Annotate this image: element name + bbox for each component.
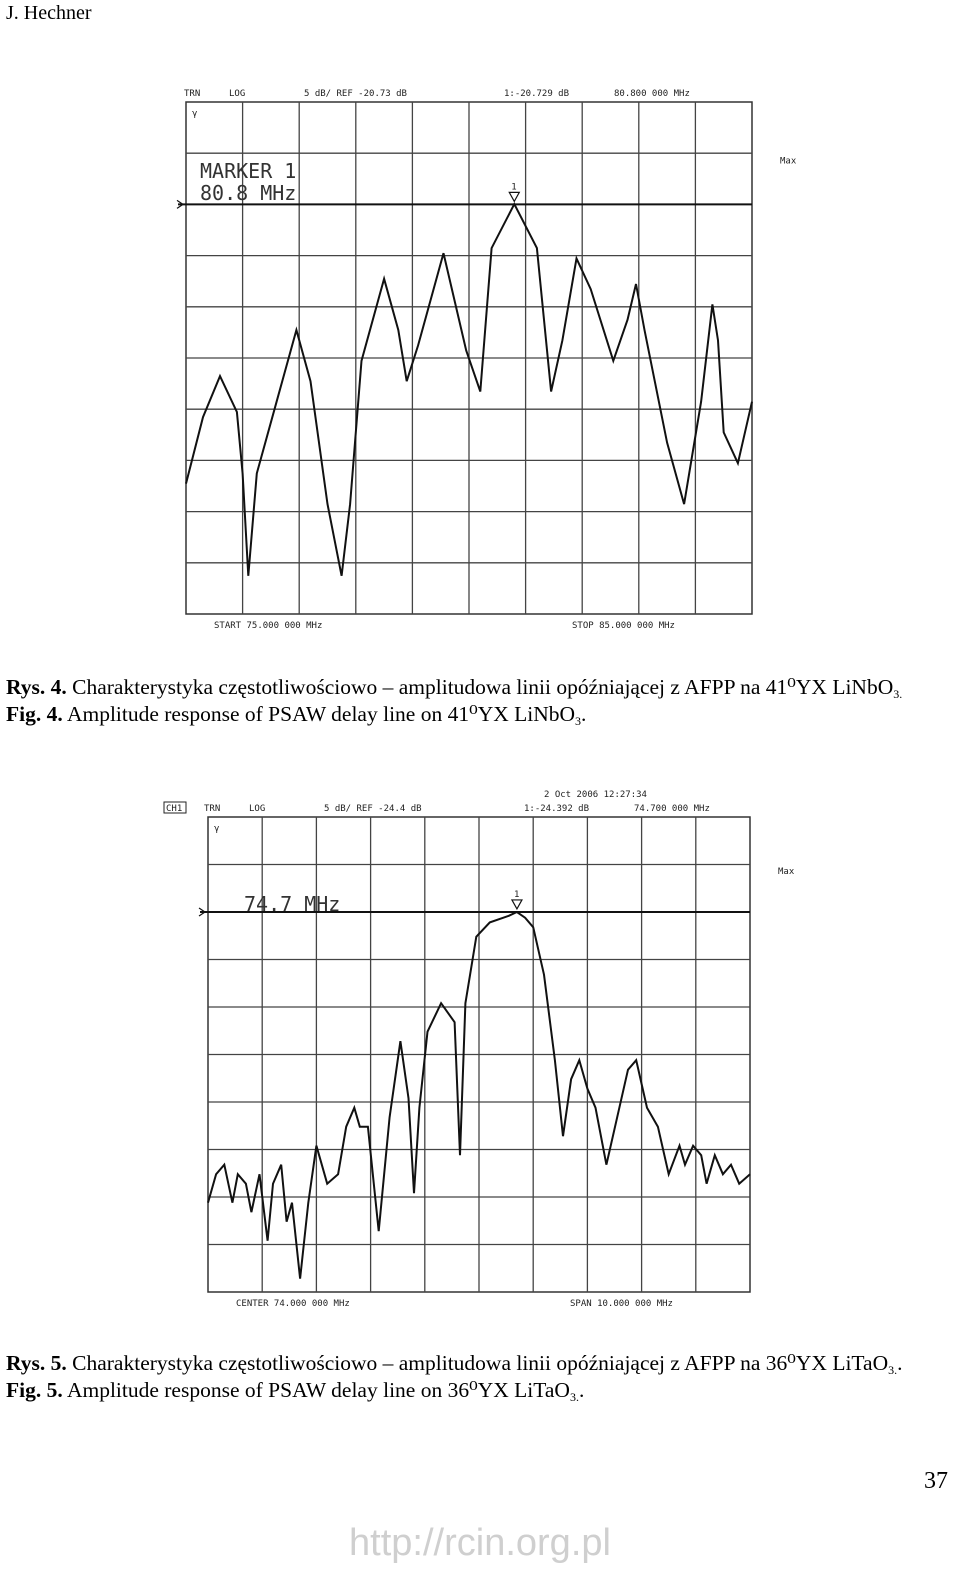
marker-number: 1 xyxy=(511,182,517,193)
marker-triangle-icon xyxy=(509,192,519,201)
marker-box-line1: MARKER 1 xyxy=(200,159,297,183)
marker-box-line1: 74.7 MHz xyxy=(244,892,341,916)
scale-ref-label: 5 dB/ REF -24.4 dB xyxy=(324,804,422,814)
stop-span-label: STOP 85.000 000 MHz xyxy=(572,621,675,631)
marker-number: 1 xyxy=(513,889,520,900)
caption-label: Fig. 5. xyxy=(6,1378,63,1402)
scale-ref-label: 5 dB/ REF -20.73 dB xyxy=(304,89,407,99)
figure-5-plot xyxy=(0,780,960,1340)
caption-en-line xyxy=(6,1377,956,1404)
caption-text-en: Amplitude response of PSAW delay line on 36⁰YX LiTaO xyxy=(66,1378,570,1402)
caption-text-pl: Charakterystyka częstotliwościowo – amplitudowa linii opóźniającej z AFPP na 36⁰YX LiTaO xyxy=(72,1351,889,1375)
figure-4-caption xyxy=(6,674,956,728)
caption-pl-line xyxy=(6,1350,956,1377)
caption-subscript: 3 xyxy=(575,714,582,728)
marker-readout: 1:-24.392 dB xyxy=(524,804,590,814)
caption-label: Fig. 4. xyxy=(6,702,63,726)
caption-subscript: 3. xyxy=(888,1363,898,1377)
marker-readout: 1:-20.729 dB xyxy=(504,89,570,99)
max-label: Max xyxy=(780,156,797,167)
caption-pl-line xyxy=(6,674,956,701)
figure-4-plot xyxy=(0,0,960,650)
channel-label: CH1 xyxy=(166,804,183,814)
marker-frequency: 80.800 000 MHz xyxy=(614,89,690,99)
watermark: http://rcin.org.pl xyxy=(349,1522,611,1564)
mode-label: TRN xyxy=(204,804,221,814)
figure-5-caption xyxy=(6,1350,956,1404)
date-time-label: 2 Oct 2006 12:27:34 xyxy=(544,790,647,800)
max-label: Max xyxy=(778,867,795,877)
y-indicator: γ xyxy=(214,824,220,834)
start-center-label: CENTER 74.000 000 MHz xyxy=(236,1299,350,1309)
caption-end: . xyxy=(581,702,587,726)
marker-triangle-icon xyxy=(512,900,522,909)
caption-end: . xyxy=(897,1351,903,1375)
mode-label: TRN xyxy=(184,89,201,99)
caption-label: Rys. 5. xyxy=(6,1351,67,1375)
y-indicator: γ xyxy=(192,109,198,119)
caption-en-line xyxy=(6,701,956,728)
stop-span-label: SPAN 10.000 000 MHz xyxy=(570,1299,673,1309)
caption-end: . xyxy=(578,1378,585,1402)
caption-text-en: Amplitude response of PSAW delay line on 41⁰YX LiNbO xyxy=(66,702,576,726)
marker-box-line2: 80.8 MHz xyxy=(200,181,297,205)
format-label: LOG xyxy=(249,804,266,814)
page-number: 37 xyxy=(924,1468,948,1494)
caption-label: Rys. 4. xyxy=(6,675,67,699)
caption-subscript: 3. xyxy=(569,1390,579,1404)
format-label: LOG xyxy=(229,89,246,99)
caption-subscript: 3. xyxy=(893,687,903,701)
marker-frequency: 74.700 000 MHz xyxy=(634,804,710,814)
caption-text-pl: Charakterystyka częstotliwościowo – amplitudowa linii opóźniającej z AFPP na 41⁰YX LiNbO xyxy=(72,675,894,699)
page-header: J. Hechner xyxy=(6,2,92,24)
start-center-label: START 75.000 000 MHz xyxy=(214,621,323,631)
